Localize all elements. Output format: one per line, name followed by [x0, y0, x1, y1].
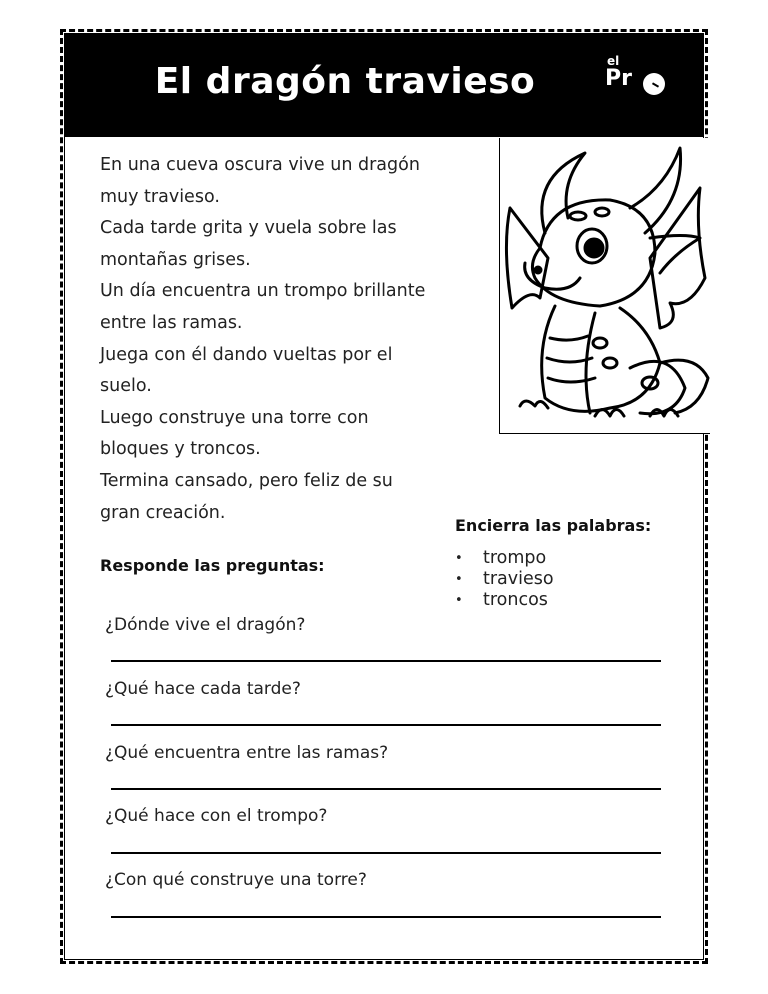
story-line: Termina cansado, pero feliz de su	[100, 470, 393, 491]
logo-large-text: Pr	[605, 66, 632, 91]
story-line: Luego construye una torre con	[100, 407, 369, 428]
dragon-icon	[500, 138, 710, 433]
answer-line-3[interactable]	[111, 788, 661, 790]
word-item: • travieso	[455, 569, 554, 590]
answer-line-4[interactable]	[111, 852, 661, 854]
title-banner	[65, 34, 703, 137]
word-item: • trompo	[455, 548, 554, 569]
answer-line-1[interactable]	[111, 660, 661, 662]
logo-circle-icon	[643, 73, 665, 95]
word-item: • troncos	[455, 590, 554, 611]
answer-line-2[interactable]	[111, 724, 661, 726]
story-line: gran creación.	[100, 502, 226, 523]
question-4: ¿Qué hace con el trompo?	[105, 806, 328, 826]
story-line: entre las ramas.	[100, 312, 243, 333]
story-line: Un día encuentra un trompo brillante	[100, 281, 426, 302]
story-line: suelo.	[100, 376, 152, 397]
circle-words-list	[455, 548, 554, 611]
story-line: muy travieso.	[100, 186, 220, 207]
story-line: En una cueva oscura vive un dragón	[100, 155, 420, 175]
dragon-illustration	[499, 138, 710, 434]
story-line: montañas grises.	[100, 249, 251, 270]
worksheet-title: El dragón travieso	[154, 61, 536, 102]
logo-small-text: el	[607, 54, 620, 68]
question-1: ¿Dónde vive el dragón?	[105, 615, 306, 635]
questions-title: Responde las preguntas:	[100, 556, 325, 575]
question-5: ¿Con qué construye una torre?	[105, 870, 367, 890]
story-line: Juega con él dando vueltas por el	[100, 344, 393, 365]
brand-logo	[605, 54, 675, 114]
worksheet-inner-border	[64, 33, 704, 960]
worksheet	[60, 29, 708, 964]
question-3: ¿Qué encuentra entre las ramas?	[105, 743, 389, 763]
story-text	[100, 150, 490, 529]
story-line: Cada tarde grita y vuela sobre las	[100, 218, 397, 239]
question-2: ¿Qué hace cada tarde?	[105, 679, 301, 699]
story-line: bloques y troncos.	[100, 439, 261, 460]
answer-line-5[interactable]	[111, 916, 661, 918]
circle-words-title: Encierra las palabras:	[455, 516, 652, 535]
